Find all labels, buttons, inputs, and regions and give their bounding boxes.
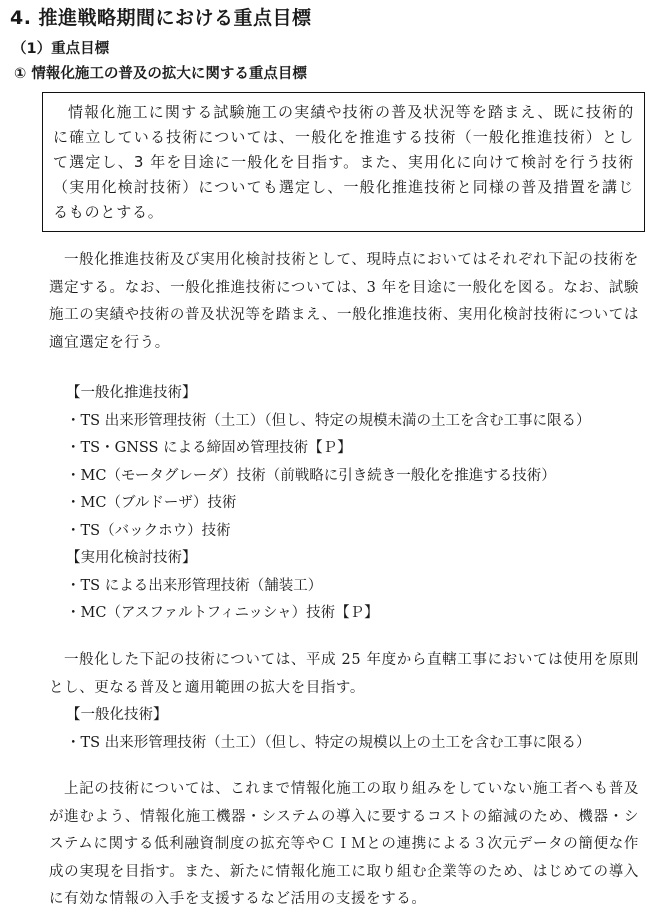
- list-heading-general-promotion: 【一般化推進技術】: [66, 385, 197, 401]
- support-paragraph: 上記の技術については、これまで情報化施工の取り組みをしていない施工者へも普及が進むよう、情報化施工機器・システムの導入に要するコストの縮減のため、機器・システムに関する低利融資制度の拡充等やＣＩＭとの連携による３次元データの簡便な作成の実現を目指す。また、新たに情報化施工に取り組む企業等のため、はじめての導入に有効な情報の入手を支援するなど活用の支援をする。: [49, 781, 639, 907]
- list-item: ・TS（バックホウ）技術: [66, 522, 231, 539]
- summary-box-text: 情報化施工に関する試験施工の実績や技術の普及状況等を踏まえ、既に技術的に確立している技術については、一般化を推進する技術（一般化推進技術）として選定し、3 年を目途に一般化を目指す。また、実用化に向けて検討を行う技術（実用化検討技術）についても選定し、一般化推進技術と同様の普及措置を講じるものとする。: [53, 103, 634, 221]
- list-item: ・MC（モータグレーダ）技術（前戦略に引き続き一般化を推進する技術）: [66, 467, 556, 484]
- list-item: ・MC（アスファルトフィニッシャ）技術【Ｐ】: [66, 605, 379, 621]
- list-heading-practical: 【実用化検討技術】: [66, 550, 197, 566]
- list-item: ・MC（ブルドーザ）技術: [66, 495, 237, 511]
- list-item: ・TS 出来形管理技術（土工）（但し、特定の規模未満の土工を含む工事に限る）: [66, 412, 591, 429]
- list-heading-generalized: 【一般化技術】: [66, 707, 168, 723]
- summary-box: [42, 92, 645, 232]
- generalized-paragraph: 一般化した下記の技術については、平成 25 年度から直轄工事においては使用を原則とし、更なる普及と適用範囲の拡大を目指す。: [49, 652, 639, 696]
- intro-paragraph: 一般化推進技術及び実用化検討技術として、現時点においてはそれぞれ下記の技術を選定する。なお、一般化推進技術については、3 年を目途に一般化を図る。なお、試験施工の実績や技術の普及状況等を踏まえ、一般化推進技術、実用化検討技術については適宜選定を行う。: [49, 252, 639, 351]
- subsection-title: （1）重点目標: [12, 41, 110, 57]
- generalized-list: [66, 702, 590, 757]
- list-item: ・TS による出来形管理技術（舗装工）: [66, 577, 323, 594]
- list-item: ・TS・GNSS による締固め管理技術【Ｐ】: [66, 440, 352, 456]
- technology-list: [66, 380, 590, 628]
- subsubsection-title: ① 情報化施工の普及の拡大に関する重点目標: [14, 66, 307, 82]
- section-title: 4. 推進戦略期間における重点目標: [10, 7, 312, 29]
- list-item: ・TS 出来形管理技術（土工）（但し、特定の規模以上の土工を含む工事に限る）: [66, 734, 591, 751]
